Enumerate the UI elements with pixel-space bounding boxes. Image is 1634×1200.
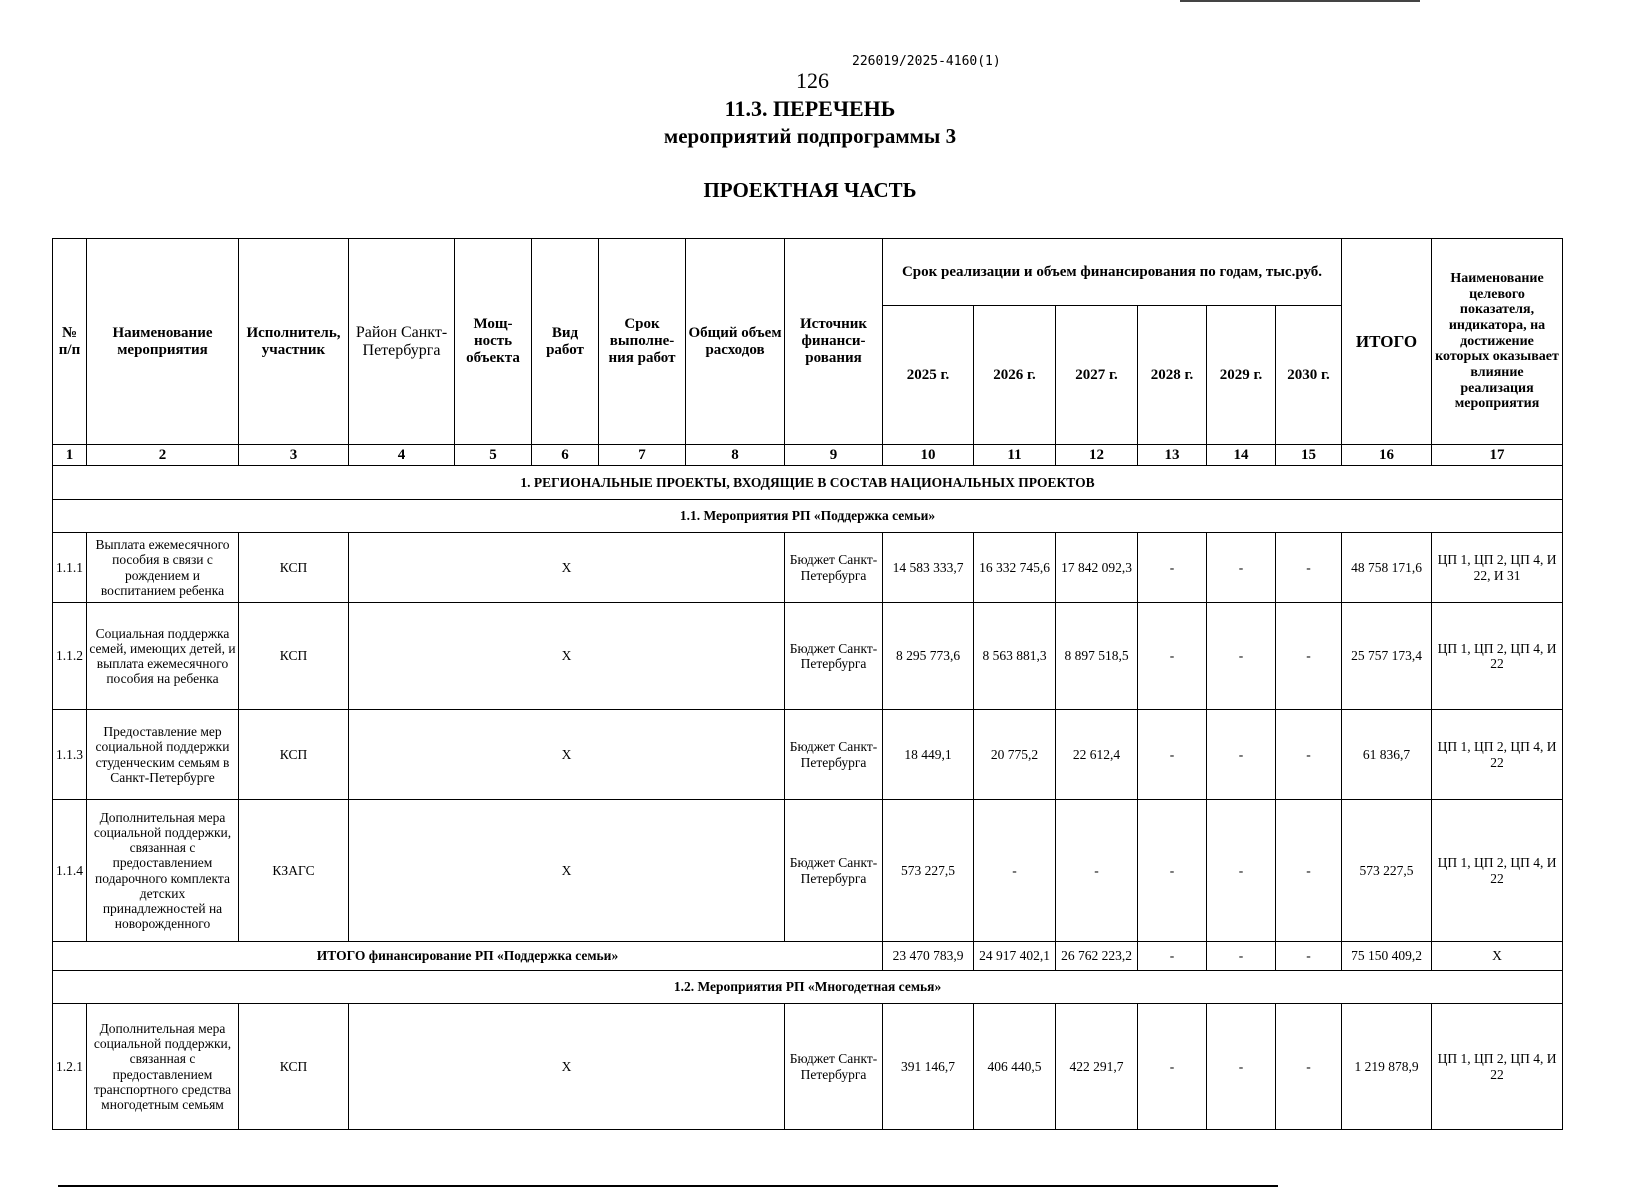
column-number: 12 [1056, 445, 1138, 466]
value-2029: - [1207, 800, 1276, 942]
value-2030: - [1276, 603, 1342, 710]
table-row [53, 1004, 1563, 1130]
column-number: 9 [785, 445, 883, 466]
value-2026: 406 440,5 [974, 1004, 1056, 1130]
value-2026: 8 563 881,3 [974, 603, 1056, 710]
indicator: ЦП 1, ЦП 2, ЦП 4, И 22, И 31 [1432, 533, 1563, 603]
indicator: ЦП 1, ЦП 2, ЦП 4, И 22 [1432, 1004, 1563, 1130]
subsection-row [53, 971, 1563, 1004]
subsection-1-1-title: 1.1. Мероприятия РП «Поддержка семьи» [53, 500, 1563, 533]
column-number: 11 [974, 445, 1056, 466]
total-2025: 23 470 783,9 [883, 942, 974, 971]
header-year-2030: 2030 г. [1276, 306, 1342, 445]
row-number: 1.1.2 [53, 603, 87, 710]
column-number: 6 [532, 445, 599, 466]
activity-name: Социальная поддержка семей, имеющих детей, и выплата ежемесячного пособия на ребенка [87, 603, 239, 710]
funding-source: Бюджет Санкт-Петербурга [785, 603, 883, 710]
value-2029: - [1207, 710, 1276, 800]
value-2027: 17 842 092,3 [1056, 533, 1138, 603]
column-number: 13 [1138, 445, 1207, 466]
row-number: 1.1.4 [53, 800, 87, 942]
header-year-2026: 2026 г. [974, 306, 1056, 445]
header-row-1 [53, 239, 1563, 306]
column-number: 3 [239, 445, 349, 466]
header-year-2027: 2027 г. [1056, 306, 1138, 445]
value-2030: - [1276, 533, 1342, 603]
header-total-cost: Общий объем расходов [686, 239, 785, 445]
header-name: Наименование мероприятия [87, 239, 239, 445]
header-itogo: ИТОГО [1342, 239, 1432, 445]
column-number: 10 [883, 445, 974, 466]
value-2030: - [1276, 710, 1342, 800]
header-work-type: Вид работ [532, 239, 599, 445]
header-num: № п/п [53, 239, 87, 445]
value-2027: - [1056, 800, 1138, 942]
value-2025: 14 583 333,7 [883, 533, 974, 603]
table-row [53, 603, 1563, 710]
document-subtitle: мероприятий подпрограммы 3 [663, 124, 957, 148]
activity-name: Предоставление мер социальной поддержки студенческим семьям в Санкт-Петербурге [87, 710, 239, 800]
column-number: 14 [1207, 445, 1276, 466]
value-2028: - [1138, 800, 1207, 942]
header-year-2029: 2029 г. [1207, 306, 1276, 445]
funding-source: Бюджет Санкт-Петербурга [785, 710, 883, 800]
total-2027: 26 762 223,2 [1056, 942, 1138, 971]
value-2026: 16 332 745,6 [974, 533, 1056, 603]
table-row [53, 710, 1563, 800]
total-row [53, 942, 1563, 971]
value-2027: 22 612,4 [1056, 710, 1138, 800]
value-2025: 573 227,5 [883, 800, 974, 942]
merged-x-cell: X [349, 800, 785, 942]
header-district: Район Санкт-Петербурга [349, 239, 455, 445]
column-number: 16 [1342, 445, 1432, 466]
value-2026: 20 775,2 [974, 710, 1056, 800]
column-number: 15 [1276, 445, 1342, 466]
value-2025: 8 295 773,6 [883, 603, 974, 710]
value-2027: 422 291,7 [1056, 1004, 1138, 1130]
executor: КСП [239, 603, 349, 710]
header-executor: Исполнитель, участник [239, 239, 349, 445]
indicator: ЦП 1, ЦП 2, ЦП 4, И 22 [1432, 800, 1563, 942]
value-total: 48 758 171,6 [1342, 533, 1432, 603]
merged-x-cell: X [349, 1004, 785, 1130]
value-2026: - [974, 800, 1056, 942]
total-2028: - [1138, 942, 1207, 971]
top-edge-rule [1180, 0, 1420, 2]
row-number: 1.1.3 [53, 710, 87, 800]
executor: КЗАГС [239, 800, 349, 942]
value-2030: - [1276, 800, 1342, 942]
activity-name: Дополнительная мера социальной поддержки, связанная с предоставлением подарочного комплекта детских принадлежностей на новорожденного [87, 800, 239, 942]
column-number: 17 [1432, 445, 1563, 466]
value-2027: 8 897 518,5 [1056, 603, 1138, 710]
part-title: ПРОЕКТНАЯ ЧАСТЬ [703, 178, 917, 202]
total-2029: - [1207, 942, 1276, 971]
column-number: 7 [599, 445, 686, 466]
executor: КСП [239, 710, 349, 800]
total-sum: 75 150 409,2 [1342, 942, 1432, 971]
indicator: ЦП 1, ЦП 2, ЦП 4, И 22 [1432, 603, 1563, 710]
column-number-row [53, 445, 1563, 466]
column-number: 1 [53, 445, 87, 466]
header-year-2025: 2025 г. [883, 306, 974, 445]
total-2026: 24 917 402,1 [974, 942, 1056, 971]
page-number: 126 [796, 68, 829, 93]
subsection-1-2-title: 1.2. Мероприятия РП «Многодетная семья» [53, 971, 1563, 1004]
header-period-group: Срок реализации и объем финансирования по годам, тыс.руб. [883, 239, 1342, 306]
value-total: 573 227,5 [1342, 800, 1432, 942]
executor: КСП [239, 1004, 349, 1130]
column-number: 5 [455, 445, 532, 466]
value-2028: - [1138, 533, 1207, 603]
total-indicator: X [1432, 942, 1563, 971]
row-number: 1.2.1 [53, 1004, 87, 1130]
value-2028: - [1138, 1004, 1207, 1130]
value-2029: - [1207, 603, 1276, 710]
value-2025: 18 449,1 [883, 710, 974, 800]
value-2028: - [1138, 603, 1207, 710]
value-2025: 391 146,7 [883, 1004, 974, 1130]
subsection-row [53, 500, 1563, 533]
merged-x-cell: X [349, 603, 785, 710]
section-1-title: 1. РЕГИОНАЛЬНЫЕ ПРОЕКТЫ, ВХОДЯЩИЕ В СОСТАВ НАЦИОНАЛЬНЫХ ПРОЕКТОВ [53, 466, 1563, 500]
activity-name: Выплата ежемесячного пособия в связи с рождением и воспитанием ребенка [87, 533, 239, 603]
indicator: ЦП 1, ЦП 2, ЦП 4, И 22 [1432, 710, 1563, 800]
value-2030: - [1276, 1004, 1342, 1130]
table-row [53, 800, 1563, 942]
value-total: 25 757 173,4 [1342, 603, 1432, 710]
header-indicator: Наименование целевого показателя, индикатора, на достижение которых оказывает влияние реализация мероприятия [1432, 239, 1563, 445]
header-year-2028: 2028 г. [1138, 306, 1207, 445]
total-2030: - [1276, 942, 1342, 971]
header-source: Источник финанси-рования [785, 239, 883, 445]
column-number: 8 [686, 445, 785, 466]
activity-name: Дополнительная мера социальной поддержки, связанная с предоставлением транспортного средства многодетным семьям [87, 1004, 239, 1130]
total-label: ИТОГО финансирование РП «Поддержка семьи» [53, 942, 883, 971]
row-number: 1.1.1 [53, 533, 87, 603]
bottom-rule [58, 1185, 1278, 1187]
merged-x-cell: X [349, 710, 785, 800]
table-row [53, 533, 1563, 603]
value-total: 61 836,7 [1342, 710, 1432, 800]
column-number: 4 [349, 445, 455, 466]
funding-source: Бюджет Санкт-Петербурга [785, 533, 883, 603]
funding-source: Бюджет Санкт-Петербурга [785, 1004, 883, 1130]
value-total: 1 219 878,9 [1342, 1004, 1432, 1130]
value-2028: - [1138, 710, 1207, 800]
document-title: 11.3. ПЕРЕЧЕНЬ [724, 96, 896, 121]
value-2029: - [1207, 1004, 1276, 1130]
activities-table [52, 238, 1563, 1130]
value-2029: - [1207, 533, 1276, 603]
funding-source: Бюджет Санкт-Петербурга [785, 800, 883, 942]
column-number: 2 [87, 445, 239, 466]
merged-x-cell: X [349, 533, 785, 603]
document-number: 226019/2025-4160(1) [852, 54, 1001, 69]
header-capacity: Мощ-ность объекта [455, 239, 532, 445]
executor: КСП [239, 533, 349, 603]
section-row [53, 466, 1563, 500]
header-term: Срок выполне-ния работ [599, 239, 686, 445]
